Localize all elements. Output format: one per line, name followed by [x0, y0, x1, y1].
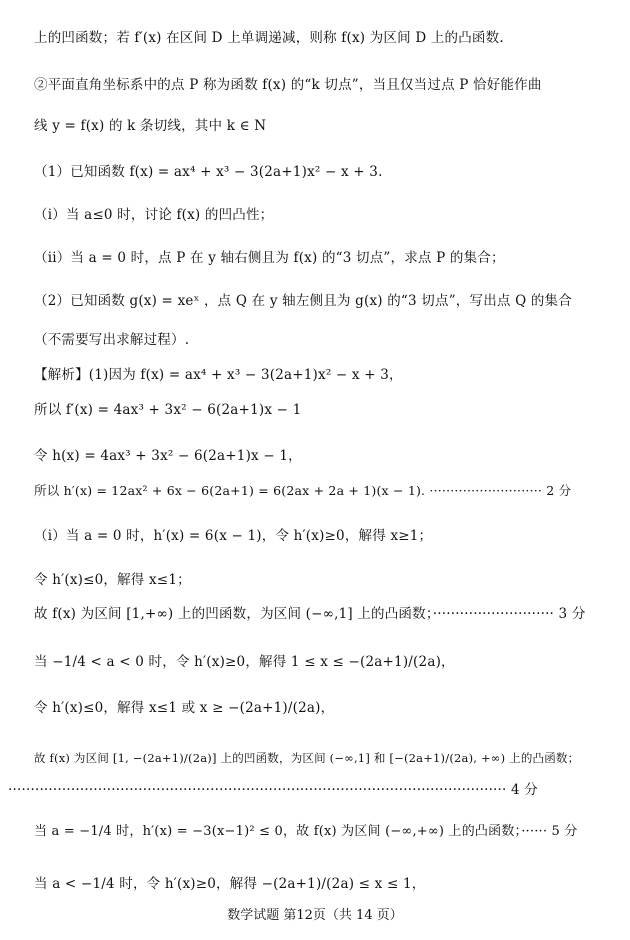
page-footer: 数学试题 第12页（共 14 页）: [227, 908, 403, 923]
text-line-10: 所以 f′(x) = 4ax³ + 3x² − 6(2a+1)x − 1: [34, 402, 302, 418]
text-line-14: 令 h′(x)≤0，解得 x≤1；: [34, 572, 191, 588]
text-line-3: 线 y = f(x) 的 k 条切线，其中 k ∈ N: [34, 118, 267, 134]
text-line-9: 【解析】(1)因为 f(x) = ax⁴ + x³ − 3(2a+1)x² − x + 3，: [34, 367, 403, 383]
text-line-11: 令 h(x) = 4ax³ + 3x² − 6(2a+1)x − 1，: [34, 448, 302, 464]
text-line-17: 令 h′(x)≤0，解得 x≤1 或 x ≥ −(2a+1)/(2a)，: [34, 700, 335, 716]
text-line-6: （ii）当 a = 0 时，点 P 在 y 轴右侧且为 f(x) 的“3 切点”，求点 P 的集合；: [34, 250, 505, 266]
text-line-12: 所以 h′(x) = 12ax² + 6x − 6(2a+1) = 6(2ax + 2a + 1)(x − 1). ··························· 2 分: [34, 483, 572, 498]
text-line-5: （i）当 a≤0 时，讨论 f(x) 的凹凸性；: [34, 207, 274, 223]
text-line-16: 当 −1/4 < a < 0 时，令 h′(x)≥0，解得 1 ≤ x ≤ −(2a+1)/(2a)，: [34, 654, 455, 670]
text-line-15: 故 f(x) 为区间 [1,+∞) 上的凹函数，为区间 (−∞,1] 上的凸函数；··························· 3 分: [34, 606, 586, 622]
text-line-18: 故 f(x) 为区间 [1, −(2a+1)/(2a)] 上的凹函数，为区间 (−∞,1] 和 [−(2a+1)/(2a), +∞) 上的凸函数；: [34, 751, 580, 765]
text-line-4: （1）已知函数 f(x) = ax⁴ + x³ − 3(2a+1)x² − x + 3.: [34, 164, 383, 180]
text-line-8: （不需要写出求解过程）.: [34, 332, 190, 348]
text-line-19: ··············································································································· 4 分: [8, 782, 539, 798]
text-line-1: 上的凹函数；若 f′(x) 在区间 D 上单调递减，则称 f(x) 为区间 D 上的凸函数.: [34, 30, 504, 46]
text-line-13: （i）当 a = 0 时，h′(x) = 6(x − 1)，令 h′(x)≥0，解得 x≥1；: [34, 528, 433, 544]
text-line-20: 当 a = −1/4 时，h′(x) = −3(x−1)² ≤ 0，故 f(x) 为区间 (−∞,+∞) 上的凸函数；······ 5 分: [34, 824, 578, 839]
text-line-7: （2）已知函数 g(x) = xeˣ ，点 Q 在 y 轴左侧且为 g(x) 的“3 切点”，写出点 Q 的集合: [34, 293, 572, 309]
text-line-2: ②平面直角坐标系中的点 P 称为函数 f(x) 的“k 切点”，当且仅当过点 P 恰好能作曲: [34, 77, 542, 93]
text-line-21: 当 a < −1/4 时，令 h′(x)≥0，解得 −(2a+1)/(2a) ≤ x ≤ 1，: [34, 876, 426, 892]
